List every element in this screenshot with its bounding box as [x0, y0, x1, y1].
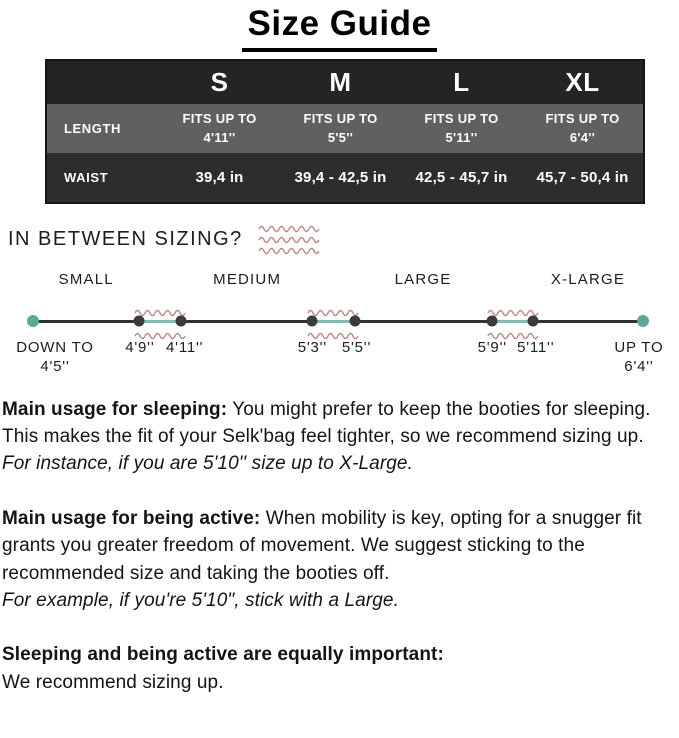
paragraph-equal-body: We recommend sizing up. — [2, 671, 224, 693]
waist-value-l: 42,5 - 45,7 in — [415, 168, 508, 186]
up-to-text: UP TO — [614, 338, 664, 356]
length-row-label: LENGTH — [64, 120, 122, 136]
in-between-sizing-label: IN BETWEEN SIZING? — [8, 228, 243, 251]
timeline-tick-4-9: 4'9'' — [125, 338, 155, 356]
down-to-value: 4'5'' — [40, 357, 70, 375]
paragraph-sleeping-example: For instance, if you are 5'10'' size up to X-Large. — [2, 453, 413, 475]
up-to-value: 6'4'' — [624, 357, 654, 375]
down-to-text: DOWN TO — [16, 338, 94, 356]
paragraph-sleeping-lead: Main usage for sleeping: — [2, 398, 228, 420]
column-header-l: L — [453, 66, 470, 97]
timeline-size-label-medium: MEDIUM — [213, 270, 282, 288]
timeline-tick-5-3: 5'3'' — [297, 338, 327, 356]
paragraph-active-body: When mobility is key, opting for a snugger fit grants you greater freedom of movement. We suggest sticking to the recommended size and taking the booties off. — [2, 507, 642, 584]
column-header-s: S — [210, 66, 229, 97]
paragraph-active-lead: Main usage for being active: — [2, 507, 261, 529]
paragraph-sleeping-body: You might prefer to keep the booties for sleeping. This makes the fit of your Selk'bag feel tighter, so we recommend sizing up. — [2, 398, 651, 448]
waist-row-label: WAIST — [64, 169, 109, 185]
paragraph-equal — [2, 641, 677, 696]
size-table-header-row — [47, 61, 643, 104]
length-value-s — [159, 109, 280, 148]
timeline-left-end-label — [16, 339, 94, 377]
height-value: 6'4'' — [569, 130, 596, 146]
timeline-tick-5-5: 5'5'' — [341, 338, 372, 356]
page-header — [0, 2, 679, 52]
usage-copy — [0, 396, 679, 696]
paragraph-sleeping — [2, 396, 677, 478]
column-header-m: M — [329, 66, 352, 97]
height-value: 5'11'' — [445, 130, 478, 146]
height-timeline — [0, 263, 679, 385]
timeline-tick-5-11: 5'11'' — [517, 338, 555, 356]
column-header-xl: XL — [565, 66, 600, 97]
length-value-m — [280, 109, 401, 148]
waist-value-xl: 45,7 - 50,4 in — [536, 168, 629, 186]
timeline-dot-4-9 — [134, 316, 145, 327]
height-value: 5'5'' — [327, 130, 354, 146]
waist-value-m: 39,4 - 42,5 in — [294, 168, 387, 186]
paragraph-active — [2, 505, 677, 614]
timeline-dot-5-9 — [487, 316, 498, 327]
length-value-xl — [522, 109, 643, 148]
timeline-endpoint-dot-left — [27, 315, 39, 327]
length-value-l — [401, 109, 522, 148]
length-row — [47, 104, 643, 153]
timeline-endpoint-dot-right — [637, 315, 649, 327]
timeline-dot-4-11 — [176, 316, 187, 327]
timeline-size-label-small: SMALL — [58, 270, 114, 288]
timeline-tick-5-9: 5'9'' — [477, 338, 507, 356]
squiggle-icon — [257, 223, 323, 257]
fits-up-to-text: FITS UP TO — [303, 110, 378, 126]
height-value: 4'11'' — [203, 130, 236, 146]
paragraph-active-example: For example, if you're 5'10", stick with a Large. — [2, 589, 399, 611]
fits-up-to-text: FITS UP TO — [182, 110, 257, 126]
timeline-size-label-large: LARGE — [394, 270, 452, 288]
size-table — [45, 59, 645, 204]
page-title: Size Guide — [242, 2, 438, 52]
timeline-dot-5-11 — [528, 316, 539, 327]
timeline-right-end-label — [614, 339, 663, 377]
paragraph-equal-lead: Sleeping and being active are equally important: — [2, 644, 444, 666]
timeline-dot-5-5 — [350, 316, 361, 327]
fits-up-to-text: FITS UP TO — [545, 110, 620, 126]
in-between-sizing-heading — [8, 221, 679, 259]
timeline-tick-4-11: 4'11'' — [166, 338, 204, 356]
timeline-dot-5-3 — [307, 316, 318, 327]
waist-value-s: 39,4 in — [195, 168, 244, 186]
fits-up-to-text: FITS UP TO — [424, 110, 499, 126]
timeline-size-label-xlarge: X-LARGE — [550, 270, 626, 288]
waist-row — [47, 153, 643, 202]
